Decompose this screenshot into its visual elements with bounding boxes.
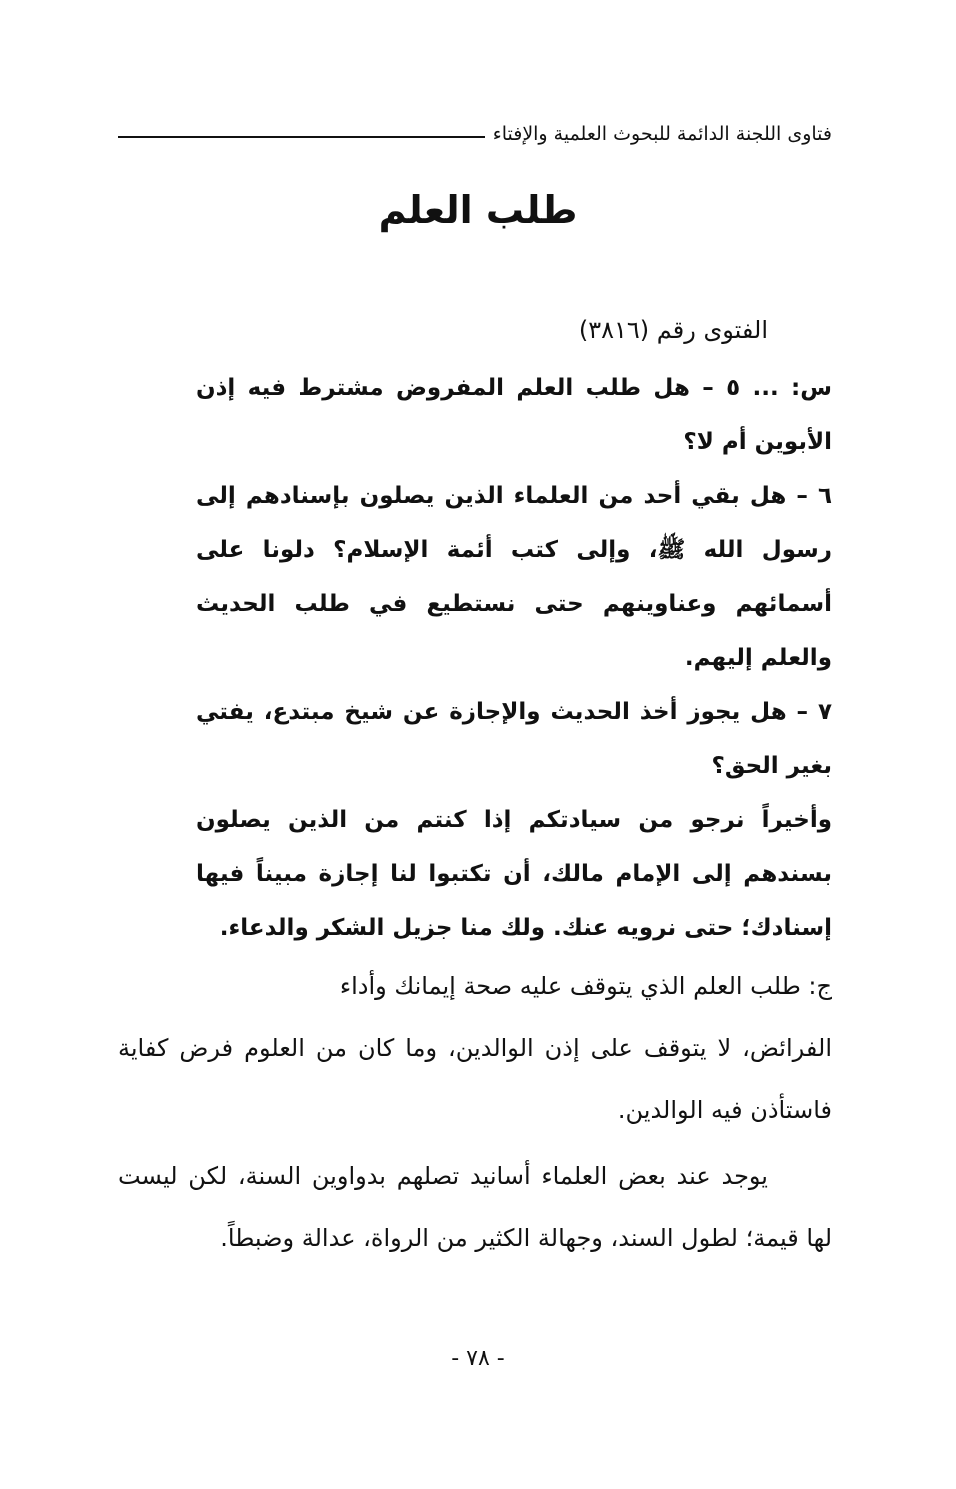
header-rule [118, 136, 485, 138]
answer-first-line: ج: طلب العلم الذي يتوقف عليه صحة إيمانك وأداء [339, 972, 832, 1000]
question-closing: وأخيراً نرجو من سيادتكم إذا كنتم من الذين يصلون بسندهم إلى الإمام مالك، أن تكتبوا لنا إجازة مبيناً فيها إسنادك؛ حتى نرويه عنك. ولك منا جزيل الشكر والدعاء. [196, 807, 832, 941]
question-7: ٧ – هل يجوز أخذ الحديث والإجازة عن شيخ مبتدع، يفتي بغير الحق؟ [196, 699, 832, 779]
answer-continuation: الفرائض، لا يتوقف على إذن الوالدين، وما كان من العلوم فرض كفاية فاستأذن فيه الوالدين. [118, 1034, 832, 1124]
answer-block [118, 955, 832, 1269]
page-title: طلب العلم [378, 188, 578, 232]
question-5: س: ... ٥ – هل طلب العلم المفروض مشترط فيه إذن الأبوين أم لا؟ [196, 375, 832, 455]
fatwa-number: الفتوى رقم (٣٨١٦) [578, 316, 768, 344]
question-6: ٦ – هل بقي أحد من العلماء الذين يصلون بإسنادهم إلى رسول الله ﷺ، وإلى كتب أئمة الإسلام؟ دلونا على أسمائهم وعناوينهم حتى نستطيع في طلب الحديث والعلم إليهم. [196, 483, 832, 671]
fatwa-body [118, 305, 832, 1269]
answer-paragraph-2: يوجد عند بعض العلماء أسانيد تصلهم بدواوين السنة، لكن ليست لها قيمة؛ لطول السند، وجهالة الكثير من الرواة، عدالة وضبطاً. [118, 1162, 832, 1252]
page-number: - ٧٨ - [451, 1346, 505, 1371]
question-block [196, 361, 832, 955]
running-header [118, 118, 832, 150]
running-title: فتاوى اللجنة الدائمة للبحوث العلمية والإفتاء [492, 123, 832, 145]
